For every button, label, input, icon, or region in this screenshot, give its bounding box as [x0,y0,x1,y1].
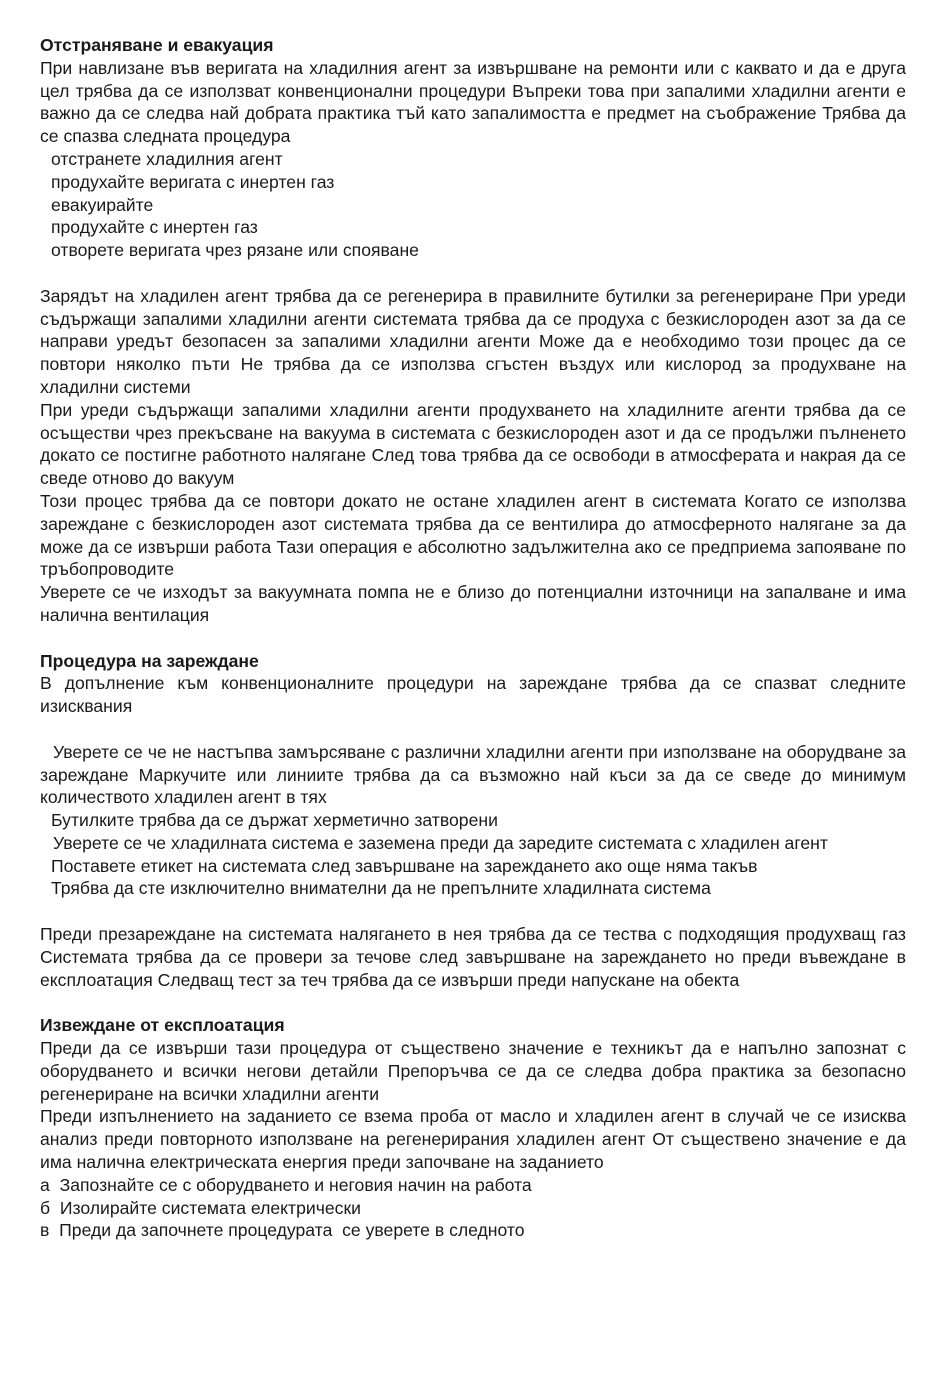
procedure-step: отстранете хладилния агент [51,148,283,169]
section-heading-decommissioning: Извеждане от експлоатация [40,1015,285,1036]
paragraph: Този процес трябва да се повтори докато не остане хладилен агент в системата Когато се използва зареждане с безкислороден азот системата трябва да се вентилира до атмосферното налягане за да може да се извърши работа Тази операция е абсолютно задължителна ако се предприема запояване по тръбопроводите [40,490,906,580]
paragraph: Зарядът на хладилен агент трябва да се регенерира в правилните бутилки за регенериране При уреди съдържащи запалими хладилни агенти системата трябва да се продуха с безкислороден азот за да се направи уредът безопасен за запалими хладилни агенти Може да е необходимо този процес да се повтори няколко пъти Не трябва да се използва сгъстен въздух или кислород за продухване на хладилни системи [40,285,906,397]
procedure-step: продухайте веригата с инертен газ [51,171,335,192]
paragraph: Преди да се извърши тази процедура от съществено значение е техникът да е напълно запознат с оборудването и всички негови детайли Препоръчва се да се следва добра практика за безопасно регенериране на всички хладилни агенти [40,1038,906,1104]
requirement-item: Поставете етикет на системата след завършване на зареждането ако още няма такъв [51,855,758,876]
paragraph: При навлизане във веригата на хладилния агент за извършване на ремонти или с каквато и да е друга цел трябва да се използват конвенционални процедури Въпреки това при запалими хладилни агенти е важно да се следва най добрата практика тъй като запалимостта е предмет на съображение Трябва да се спазва следната процедура [40,57,906,147]
spacer [40,900,906,923]
item-text: Запознайте се с оборудването и неговия начин на работа [59,1174,532,1195]
section-heading-charging-procedure: Процедура на зареждане [40,650,259,671]
paragraph: Преди изпълнението на заданието се взема проба от масло и хладилен агент в случай че се изисква анализ преди повторното използване на регенерирания хладилен агент От съществено значение е да има налична електрическата енергия преди започване на заданието [40,1106,906,1173]
paragraph: Уверете се че изходът за вакуумната помпа не е близо до потенциални източници на запалване и има налична вентилация [40,582,906,625]
lettered-item [40,1197,906,1220]
item-text: Изолирайте системата електрически [59,1197,361,1218]
item-text: Преди да започнете процедурата се уверете в следното [59,1220,525,1241]
requirement-item: Уверете се че хладилната система е заземена преди да заредите системата с хладилен агент [53,832,828,853]
paragraph: При уреди съдържащи запалими хладилни агенти продухването на хладилните агенти трябва да се осъществи чрез прекъсване на вакуума в системата с безкислороден азот и да се продължи пълненето докато се постигне работното налягане След това трябва да се освободи в атмосферата и накрая да се сведе отново до вакуум [40,399,906,489]
paragraph: Преди презареждане на системата налягането в нея трябва да се тества с подходящия продухващ газ Системата трябва да се провери за течове след завършване на зареждането но преди въвеждане в експлоатация Следващ тест за теч трябва да се извърши преди напускане на обекта [40,924,906,990]
lettered-item [40,1219,906,1242]
spacer [40,627,906,650]
requirement-item: Бутилките трябва да се държат херметично затворени [51,810,498,831]
procedure-step: отворете веригата чрез рязане или спояване [51,240,419,261]
lettered-item [40,1174,906,1197]
paragraph: В допълнение към конвенционалните процедури на зареждане трябва да се спазват следните изисквания [40,673,906,717]
spacer [40,718,906,741]
item-letter: в [40,1220,50,1241]
document-page [40,34,906,1242]
procedure-step: евакуирайте [51,194,154,215]
procedure-step: продухайте с инертен газ [51,217,258,238]
section-heading-removal-evacuation: Отстраняване и евакуация [40,35,274,55]
spacer [40,262,906,285]
item-letter: б [40,1197,51,1218]
item-letter: а [40,1174,50,1195]
requirement-item: Трябва да сте изключително внимателни да не препълните хладилната система [51,878,711,899]
requirement-item: Уверете се че не настъпва замърсяване с различни хладилни агенти при използване на оборудване за зареждане Маркучите или линиите трябва да са възможно най къси за да се сведе до минимум количеството хладилен агент в тях [40,741,906,808]
spacer [40,991,906,1014]
